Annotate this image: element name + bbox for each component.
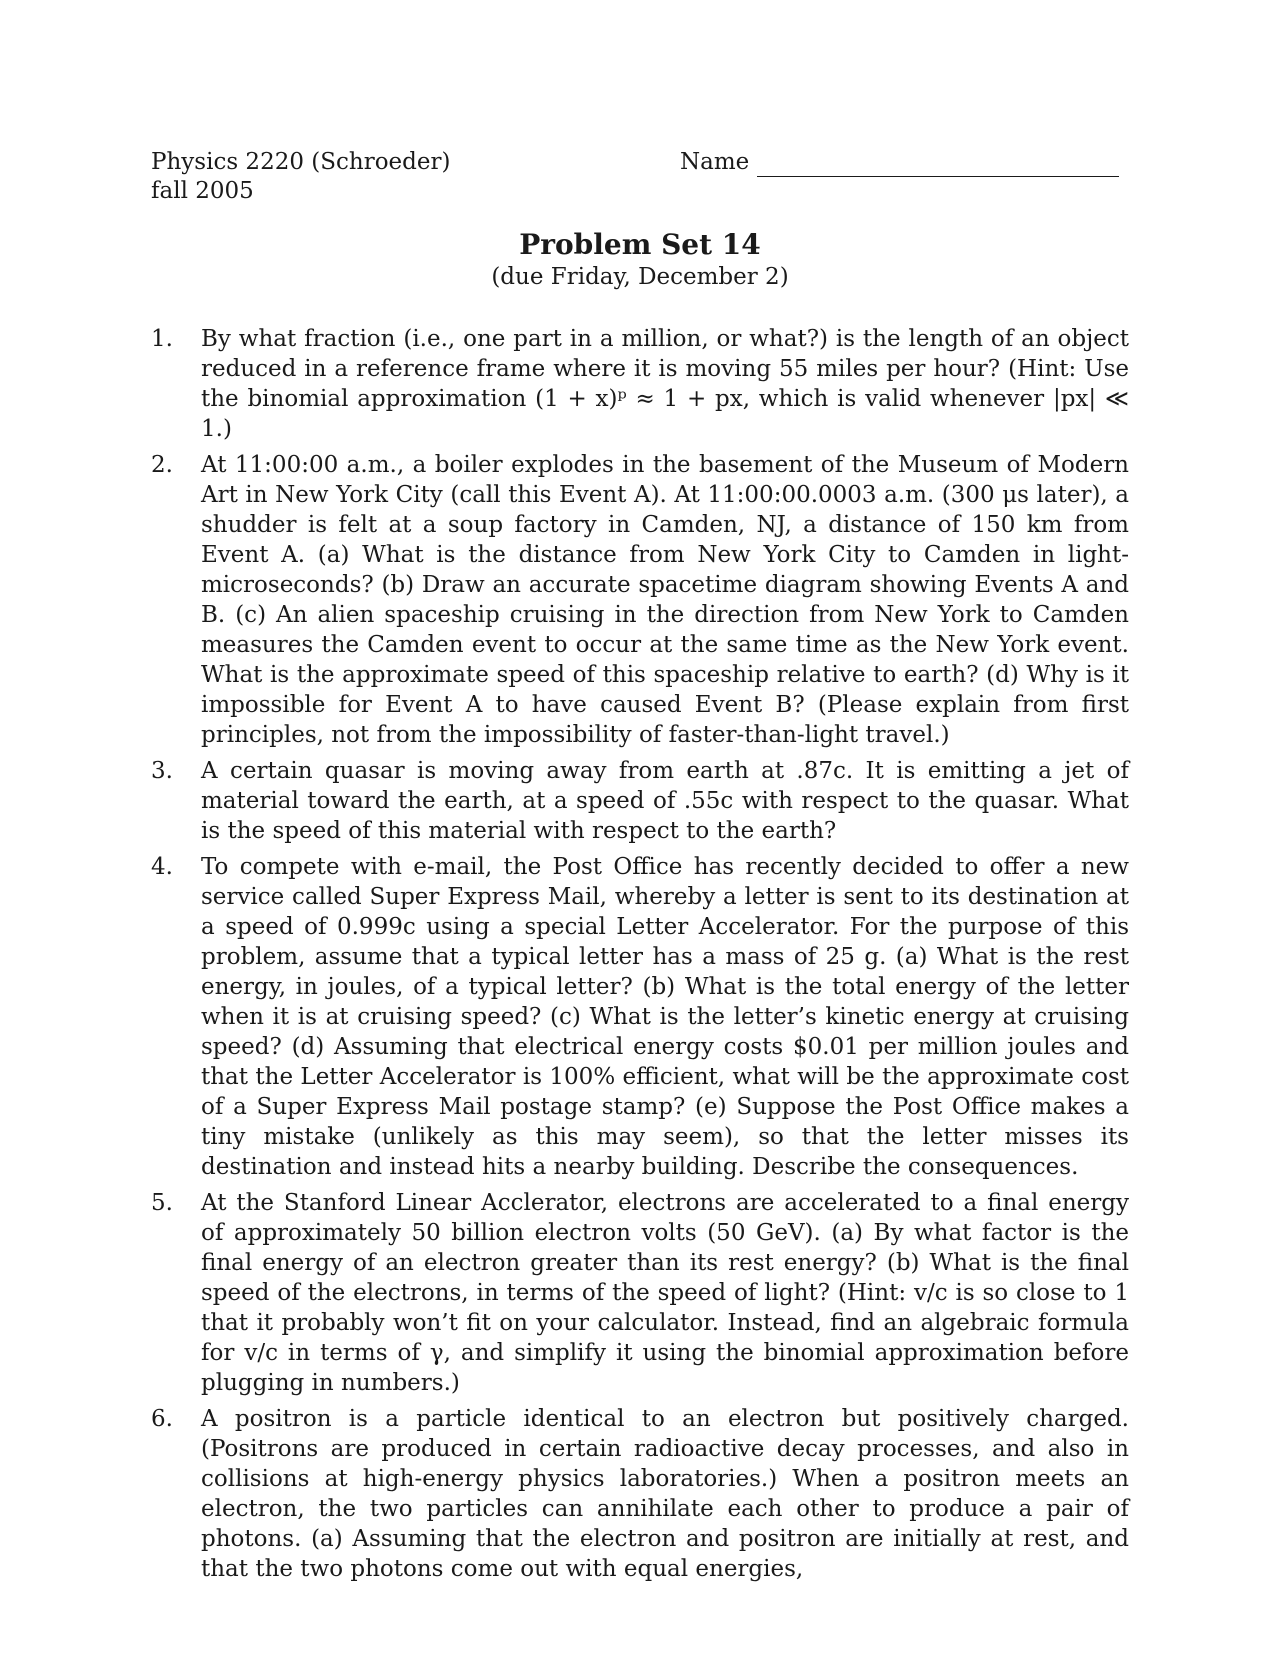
problem-1 xyxy=(151,324,1129,444)
name-label: Name xyxy=(680,149,750,175)
problem-6 xyxy=(151,1404,1129,1584)
problem-5 xyxy=(151,1188,1129,1398)
due-date: (due Friday, December 2) xyxy=(491,264,789,290)
problem-4 xyxy=(151,852,1129,1182)
problem-number: 3. xyxy=(151,758,173,784)
problem-text: A certain quasar is moving away from earth at .87c. It is emitting a jet of material toward the earth, at a speed of .55c with respect to the quasar. What is the speed of this material with respect to the earth? xyxy=(201,758,1129,844)
problem-number: 5. xyxy=(151,1190,173,1216)
problem-2 xyxy=(151,450,1129,750)
name-field xyxy=(680,148,1119,177)
course-header xyxy=(151,148,450,206)
title-block xyxy=(0,228,1280,292)
problem-text: To compete with e-mail, the Post Office has recently decided to offer a new service called Super Express Mail, whereby a letter is sent to its destination at a speed of 0.999c using a special Letter Accelerator. For the purpose of this problem, assume that a typical letter has a mass of 25 g. (a) What is the rest energy, in joules, of a typical letter? (b) What is the total energy of the letter when it is at cruising speed? (c) What is the letter’s kinetic energy at cruising speed? (d) Assuming that electrical energy costs $0.01 per million joules and that the Letter Accelerator is 100% efficient, what will be the approximate cost of a Super Express Mail postage stamp? (e) Suppose the Post Office makes a tiny mistake (unlikely as this may seem), so that the letter misses its destination and instead hits a nearby building. Describe the consequences. xyxy=(201,854,1129,1180)
problem-number: 4. xyxy=(151,854,173,880)
problem-3 xyxy=(151,756,1129,846)
problem-number: 2. xyxy=(151,452,173,478)
problem-number: 1. xyxy=(151,326,173,352)
problem-text: At the Stanford Linear Acclerator, electrons are accelerated to a final energy of approximately 50 billion electron volts (50 GeV). (a) By what factor is the final energy of an electron greater than its rest energy? (b) What is the final speed of the electrons, in terms of the speed of light? (Hint: v/c is so close to 1 that it probably won’t fit on your calculator. Instead, find an algebraic formula for v/c in terms of γ, and simplify it using the binomial approximation before plugging in numbers.) xyxy=(201,1190,1129,1396)
course-term: fall 2005 xyxy=(151,178,254,204)
problem-number: 6. xyxy=(151,1406,173,1432)
problem-text: By what fraction (i.e., one part in a million, or what?) is the length of an object reduced in a reference frame where it is moving 55 miles per hour? (Hint: Use the binomial approximation (1 + x)ᵖ ≈ 1 + px, which is valid whenever |px| ≪ 1.) xyxy=(201,326,1129,442)
course-title: Physics 2220 (Schroeder) xyxy=(151,149,451,175)
problem-text: At 11:00:00 a.m., a boiler explodes in the basement of the Museum of Modern Art in New York City (call this Event A). At 11:00:00.0003 a.m. (300 μs later), a shudder is felt at a soup factory in Camden, NJ, a distance of 150 km from Event A. (a) What is the distance from New York City to Camden in light-microseconds? (b) Draw an accurate spacetime diagram showing Events A and B. (c) An alien spaceship cruising in the direction from New York to Camden measures the Camden event to occur at the same time as the New York event. What is the approximate speed of this spaceship relative to earth? (d) Why is it impossible for Event A to have caused Event B? (Please explain from first principles, not from the impossibility of faster-than-light travel.) xyxy=(201,452,1129,748)
page-title: Problem Set 14 xyxy=(519,228,761,261)
problem-text: A positron is a particle identical to an electron but positively charged. (Positrons are produced in certain radioactive decay processes, and also in collisions at high-energy physics laboratories.) When a positron meets an electron, the two particles can annihilate each other to produce a pair of photons. (a) Assuming that the electron and positron are initially at rest, and that the two photons come out with equal energies, xyxy=(201,1406,1129,1582)
name-blank-line xyxy=(757,154,1119,177)
problem-list xyxy=(151,324,1129,1590)
